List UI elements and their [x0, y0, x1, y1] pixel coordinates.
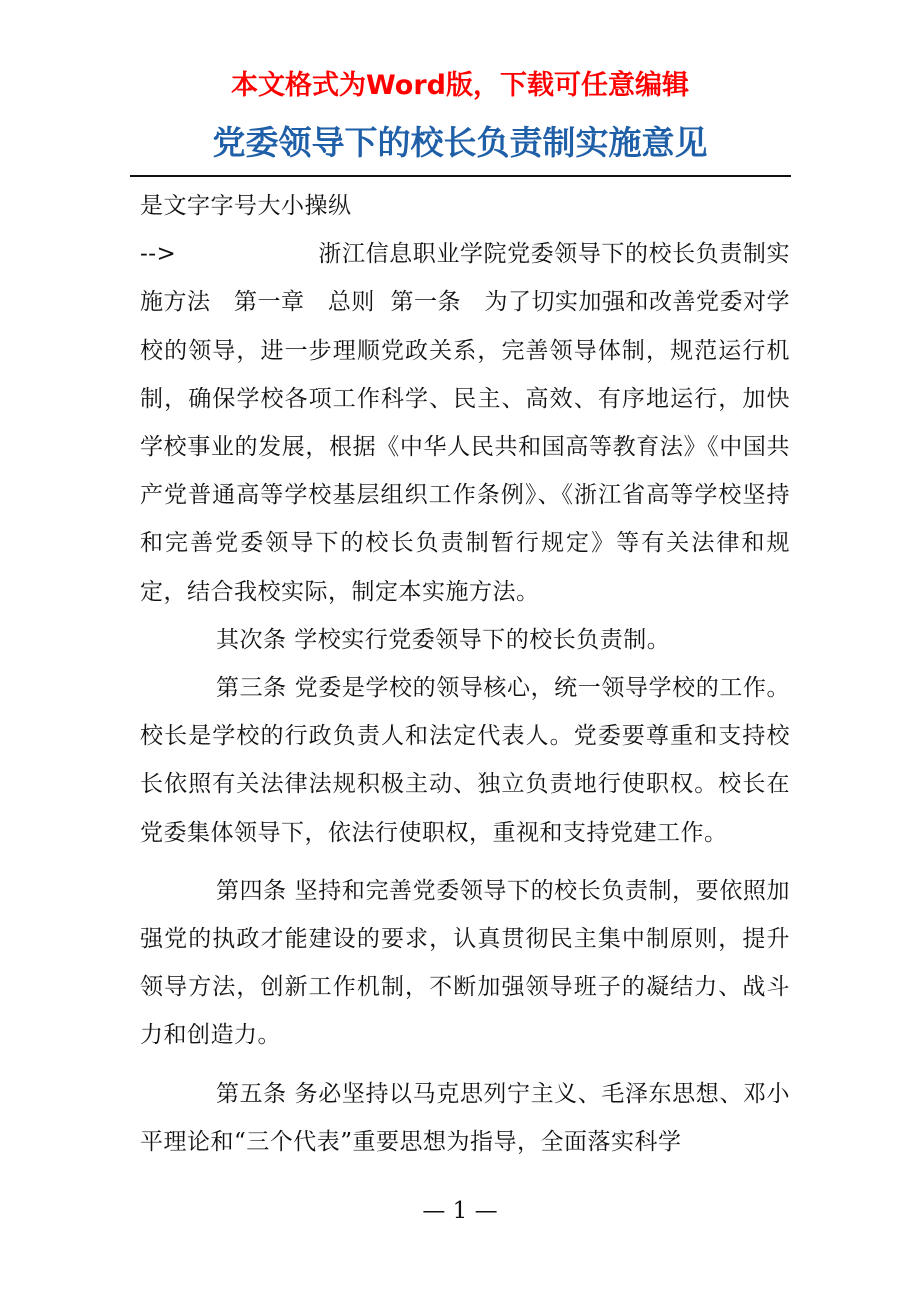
paragraph-note: 是文字字号大小操纵	[140, 193, 352, 219]
paragraph-article-1: --> 浙江信息职业学院党委领导下的校长负责制实施方法 第一章 总则 第一条 为了切实加强和改善党委对学校的领导，进一步理顺党政关系，完善领导体制，规范运行机制，确保学校各项工作科学、民主、高效、有序地运行，加快学校事业的发展，根据《中华人民共和国高等教育法》《中国共产党普通高等学校基层组织工作条例》、《浙江省高等学校坚持和完善党委领导下的校长负责制暂行规定》等有关法律和规定，结合我校实际，制定本实施方法。	[140, 241, 790, 605]
paragraph-article-3: 第三条 党委是学校的领导核心，统一领导学校的工作。校长是学校的行政负责人和法定代表人。党委要尊重和支持校长依照有关法律法规积极主动、独立负责地行使职权。校长在党委集体领导下，依法行使职权，重视和支持党建工作。	[140, 675, 790, 846]
paragraph-article-2: 其次条 学校实行党委领导下的校长负责制。	[216, 626, 671, 653]
title-divider	[130, 175, 791, 177]
page-number: — 1 —	[422, 1198, 498, 1224]
paragraph-article-5: 第五条 务必坚持以马克思列宁主义、毛泽东思想、邓小平理论和“三个代表”重要思想为指导，全面落实科学	[140, 1080, 790, 1155]
document-body	[140, 182, 790, 1166]
download-banner: 本文格式为Word版，下载可任意编辑	[230, 70, 689, 101]
document-title: 党委领导下的校长负责制实施意见	[212, 123, 708, 162]
paragraph-article-4: 第四条 坚持和完善党委领导下的校长负责制，要依照加强党的执政才能建设的要求，认真贯彻民主集中制原则，提升领导方法，创新工作机制，不断加强领导班子的凝结力、战斗力和创造力。	[140, 877, 790, 1049]
